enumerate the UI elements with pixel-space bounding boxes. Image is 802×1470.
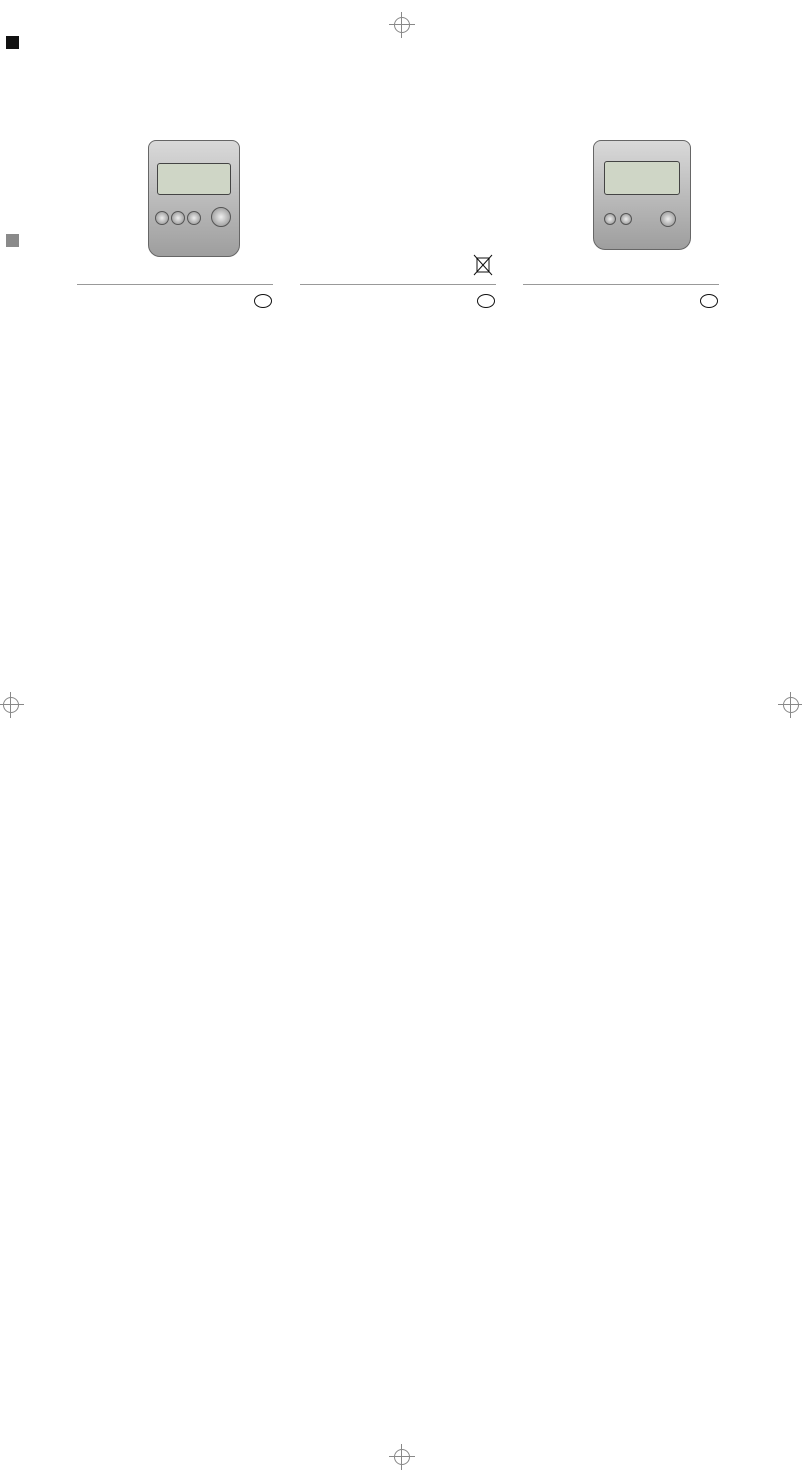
clock-image-left bbox=[148, 140, 240, 257]
french-instructions bbox=[523, 311, 719, 1433]
crop-marker-dark bbox=[6, 36, 19, 49]
german-instructions bbox=[77, 311, 273, 1433]
divider-middle bbox=[300, 284, 496, 285]
clock-image-right bbox=[593, 140, 691, 250]
crop-marker-gray bbox=[6, 234, 19, 247]
clock-lcd-left bbox=[157, 163, 231, 195]
clock-button-left bbox=[155, 211, 169, 225]
registration-mark-bottom bbox=[394, 1449, 410, 1465]
registration-mark-right bbox=[783, 697, 799, 713]
english-instructions bbox=[300, 311, 496, 1433]
clock-button-left bbox=[187, 211, 201, 225]
crossed-bin-icon bbox=[473, 254, 493, 281]
clock-button-right bbox=[660, 211, 676, 227]
divider-left bbox=[77, 284, 273, 285]
clock-button-right bbox=[620, 213, 632, 225]
clock-button-left bbox=[171, 211, 185, 225]
clock-button-left bbox=[211, 207, 231, 227]
clock-button-right bbox=[604, 213, 616, 225]
divider-right bbox=[523, 284, 719, 285]
language-badge-middle bbox=[477, 294, 495, 308]
clock-lcd-right bbox=[604, 161, 680, 195]
registration-mark-top bbox=[394, 17, 410, 33]
language-badge-left bbox=[254, 294, 272, 308]
language-badge-right bbox=[700, 294, 718, 308]
registration-mark-left bbox=[3, 697, 19, 713]
disposal-notes bbox=[300, 80, 496, 278]
